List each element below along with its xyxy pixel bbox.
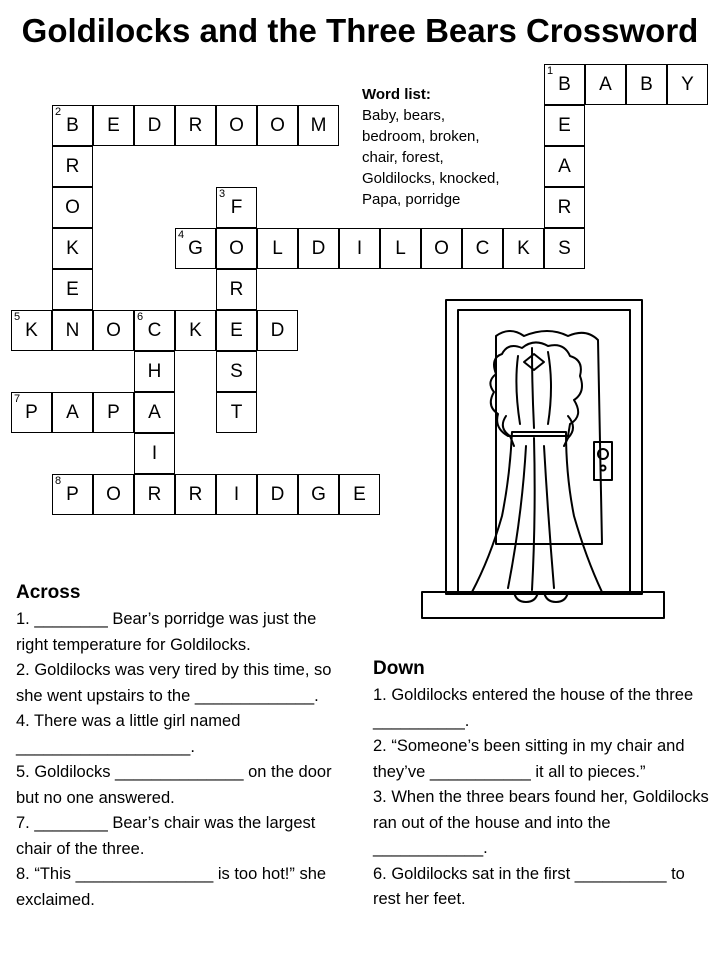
cell-letter: R [188, 483, 203, 505]
word-list-line: Baby, bears, [362, 107, 446, 124]
across-heading: Across [16, 582, 81, 603]
goldilocks-at-door-illustration [398, 296, 668, 636]
grid-cell[interactable] [134, 474, 175, 515]
cell-letter: O [65, 196, 80, 218]
cell-letter: O [106, 319, 121, 341]
grid-cell[interactable] [216, 228, 257, 269]
grid-cell[interactable] [544, 64, 585, 105]
grid-cell[interactable] [11, 392, 52, 433]
cell-letter: K [189, 319, 202, 341]
cell-letter: C [475, 237, 490, 259]
grid-cell[interactable] [134, 351, 175, 392]
grid-cell[interactable] [134, 105, 175, 146]
grid-cell[interactable] [257, 310, 298, 351]
cell-letter: B [558, 73, 571, 95]
girl-dress [472, 432, 602, 592]
cell-letter: P [66, 483, 79, 505]
grid-cell[interactable] [544, 105, 585, 146]
grid-cell[interactable] [216, 187, 257, 228]
grid-cell[interactable] [216, 269, 257, 310]
grid-cell[interactable] [134, 310, 175, 351]
grid-cell[interactable] [339, 228, 380, 269]
grid-cell[interactable] [134, 433, 175, 474]
grid-cell[interactable] [544, 146, 585, 187]
cell-letter: O [270, 114, 285, 136]
grid-cell[interactable] [216, 310, 257, 351]
grid-cell[interactable] [421, 228, 462, 269]
cell-letter: A [558, 155, 571, 177]
clue-number: 8 [55, 475, 62, 487]
cell-letter: K [517, 237, 530, 259]
grid-cell[interactable] [216, 105, 257, 146]
down-clue-3: 3. When the three bears found her, Goldilocks ran out of the house and into the ____________. [373, 788, 709, 857]
clue-number: 6 [137, 311, 144, 323]
down-heading: Down [373, 658, 425, 679]
grid-cell[interactable] [93, 474, 134, 515]
grid-cell[interactable] [216, 474, 257, 515]
grid-cell[interactable] [298, 105, 339, 146]
across-clue-7: 7. ________ Bear’s chair was the largest chair of the three. [16, 814, 316, 858]
down-clues [373, 656, 713, 913]
hair-bow [524, 354, 544, 370]
across-clue-2: 2. Goldilocks was very tired by this time, so she went upstairs to the _____________. [16, 661, 332, 705]
clue-number: 2 [55, 106, 62, 118]
cell-letter: R [229, 278, 244, 300]
cell-letter: D [147, 114, 162, 136]
across-clue-8: 8. “This _______________ is too hot!” she exclaimed. [16, 865, 327, 909]
grid-cell[interactable] [52, 105, 93, 146]
grid-cell[interactable] [52, 474, 93, 515]
grid-cell[interactable] [134, 392, 175, 433]
grid-cell[interactable] [257, 105, 298, 146]
cell-letter: P [107, 401, 120, 423]
clue-number: 5 [14, 311, 21, 323]
grid-cell[interactable] [380, 228, 421, 269]
cell-letter: R [147, 483, 162, 505]
cell-letter: D [270, 483, 285, 505]
grid-cell[interactable] [52, 310, 93, 351]
grid-cell[interactable] [667, 64, 708, 105]
grid-cell[interactable] [175, 228, 216, 269]
word-list-line: chair, forest, [362, 149, 444, 166]
cell-letter: S [558, 237, 571, 259]
clue-number: 4 [178, 229, 185, 241]
cell-letter: O [229, 114, 244, 136]
grid-cell[interactable] [544, 187, 585, 228]
cell-letter: D [270, 319, 285, 341]
cell-letter: I [151, 442, 158, 464]
cell-letter: O [434, 237, 449, 259]
grid-cell[interactable] [298, 474, 339, 515]
grid-cell[interactable] [175, 105, 216, 146]
door-step [422, 592, 664, 618]
cell-letter: B [640, 73, 653, 95]
grid-cell[interactable] [93, 105, 134, 146]
cell-letter: G [311, 483, 326, 505]
cell-letter: E [107, 114, 120, 136]
cell-letter: F [230, 196, 243, 218]
across-clue-1: 1. ________ Bear’s porridge was just the right temperature for Goldilocks. [16, 610, 317, 654]
cell-letter: E [66, 278, 79, 300]
grid-cell[interactable] [175, 310, 216, 351]
grid-cell[interactable] [257, 474, 298, 515]
cell-letter: S [230, 360, 243, 382]
grid-cell[interactable] [339, 474, 380, 515]
cell-letter: R [65, 155, 80, 177]
cell-letter: Y [681, 73, 694, 95]
word-list-line: bedroom, broken, [362, 128, 480, 145]
cell-letter: P [25, 401, 38, 423]
grid-cell[interactable] [503, 228, 544, 269]
clue-number: 3 [219, 188, 226, 200]
grid-cell[interactable] [216, 392, 257, 433]
down-clue-1: 1. Goldilocks entered the house of the three __________. [373, 686, 694, 730]
cell-letter: E [558, 114, 571, 136]
across-clue-4: 4. There was a little girl named ___________________. [16, 712, 241, 756]
grid-cell[interactable] [52, 392, 93, 433]
cell-letter: N [65, 319, 80, 341]
cell-letter: K [25, 319, 38, 341]
down-clue-6: 6. Goldilocks sat in the first __________ to rest her feet. [373, 864, 685, 908]
cell-letter: O [229, 237, 244, 259]
cell-letter: H [147, 360, 162, 382]
cell-letter: C [147, 319, 162, 341]
grid-cell[interactable] [626, 64, 667, 105]
cell-letter: B [66, 114, 79, 136]
word-list-line: Goldilocks, knocked, [362, 170, 500, 187]
grid-cell[interactable] [175, 474, 216, 515]
grid-cell[interactable] [216, 351, 257, 392]
clue-number: 1 [547, 65, 554, 77]
down-clue-2: 2. “Someone’s been sitting in my chair and they’ve ___________ it all to pieces.” [373, 737, 685, 781]
grid-cell[interactable] [93, 392, 134, 433]
grid-cell[interactable] [298, 228, 339, 269]
across-clue-5: 5. Goldilocks ______________ on the door but no one answered. [16, 763, 332, 807]
cell-letter: I [356, 237, 363, 259]
doorknob-plate [594, 442, 612, 480]
grid-cell[interactable] [52, 269, 93, 310]
cell-letter: T [230, 401, 243, 423]
grid-cell[interactable] [585, 64, 626, 105]
cell-letter: E [230, 319, 243, 341]
cell-letter: A [66, 401, 79, 423]
word-list-heading: Word list: [362, 86, 431, 103]
cell-letter: R [188, 114, 203, 136]
cell-letter: A [599, 73, 612, 95]
cell-letter: O [106, 483, 121, 505]
grid-cell[interactable] [52, 187, 93, 228]
cell-letter: L [272, 237, 283, 259]
grid-cell[interactable] [11, 310, 52, 351]
grid-cell[interactable] [257, 228, 298, 269]
grid-cell[interactable] [462, 228, 503, 269]
grid-cell[interactable] [93, 310, 134, 351]
cell-letter: I [233, 483, 240, 505]
page-title: Goldilocks and the Three Bears Crossword [21, 12, 699, 49]
grid-cell[interactable] [52, 228, 93, 269]
clue-number: 7 [14, 393, 21, 405]
cell-letter: L [395, 237, 406, 259]
cell-letter: M [310, 114, 327, 136]
word-list-line: Papa, porridge [362, 191, 461, 208]
cell-letter: D [311, 237, 326, 259]
cell-letter: E [353, 483, 366, 505]
cell-letter: K [66, 237, 79, 259]
grid-cell[interactable] [544, 228, 585, 269]
word-list [362, 84, 542, 210]
across-clues [16, 580, 351, 913]
cell-letter: R [557, 196, 572, 218]
cell-letter: A [148, 401, 161, 423]
grid-cell[interactable] [52, 146, 93, 187]
cell-letter: G [188, 237, 203, 259]
